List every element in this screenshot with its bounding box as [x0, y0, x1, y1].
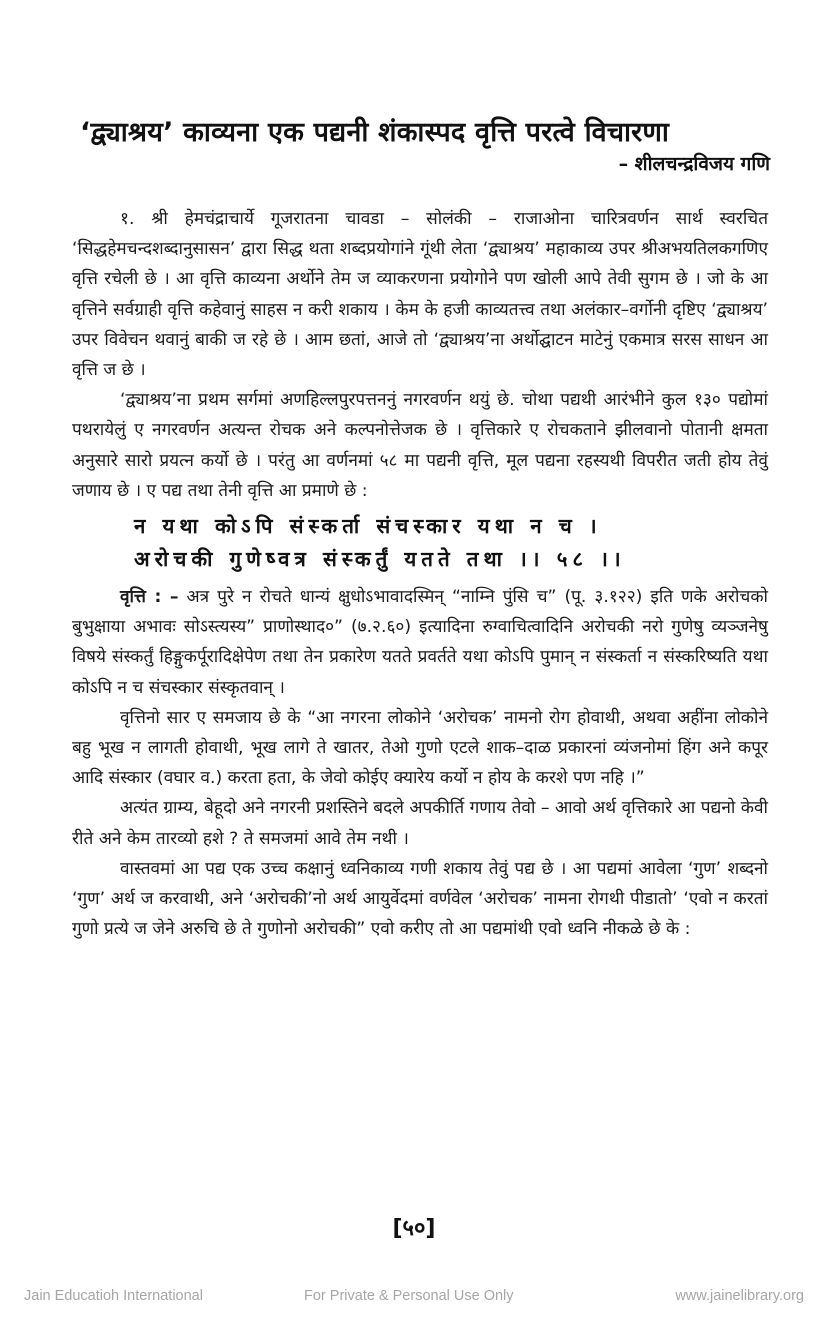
paragraph-dhvani: वास्तवमां आ पद्य एक उच्च कक्षानुं ध्वनिकाव्य गणी शकाय तेवुं पद्य छे । आ पद्यमां आवेला ‘गुण’ शब्दनो ‘गुण’ अर्थ ज करवाथी, अने ‘अरोचकी’नो अर्थ आयुर्वेदमां वर्णवेल ‘अरोचक’ नामना रोगथी पीडातो’ ‘एवो न करतां गुणो प्रत्ये ज जेने अरुचि छे ते गुणोनो अरोचकी” एवो करीए तो आ पद्यमांथी एवो ध्वनि नीकळे छे के :	[72, 858, 768, 940]
paragraph-critique: अत्यंत ग्राम्य, बेहूदो अने नगरनी प्रशस्तिने बदले अपकीर्ति गणाय तेवो – आवो अर्थ वृत्तिकारे आ पद्यनो केवी रीते अने केम तारव्यो हशे ? ते समजमां आवे तेम नथी ।	[72, 798, 768, 849]
article-body	[72, 204, 768, 944]
footer-usage-note: For Private & Personal Use Only	[304, 1288, 514, 1304]
footer-publisher: Jain Educatioh International	[24, 1288, 203, 1304]
paragraph-nagarvarnan: ‘द्व्याश्रय’ना प्रथम सर्गमां अणहिल्लपुरपत्तननुं नगरवर्णन थयुं छे. चोथा पद्यथी आरंभीने कुल १३० पद्योमां पथरायेलुं ए नगरवर्णन अत्यन्त रोचक अने कल्पनोत्तेजक छे । वृत्तिकारे ए रोचकताने झीलवानो पोतानी क्षमता अनुसारे सारो प्रयत्न कर्यो छे । परंतु आ वर्णनमां ५८ मा पद्यनी वृत्ति, मूल पद्यना रहस्यथी विपरीत जती होय तेवुं जणाय छे । ए पद्य तथा तेनी वृत्ति आ प्रमाणे छे :	[72, 390, 768, 501]
paragraph-vrutti	[72, 582, 768, 703]
article-title: ‘द्व्याश्रय’ काव्यना एक पद्यनी शंकास्पद वृत्ति परत्वे विचारणा	[80, 117, 670, 148]
verse-line-1: न यथा कोऽपि संस्कर्ता संचस्कार यथा न च ।	[134, 514, 602, 539]
verse-block	[72, 510, 768, 576]
vrutti-label: वृत्ति : –	[120, 587, 179, 608]
paragraph-intro: १. श्री हेमचंद्राचार्ये गूजरातना चावडा – सोलंकी – राजाओना चारित्रवर्णन सार्थ स्वरचित ‘सिद्धहेमचन्दशब्दानुसासन’ द्वारा सिद्ध थता शब्दप्रयोगांने गूंथी लेता ‘द्व्याश्रय’ महाकाव्य उपर श्रीअभयतिलकगणिए वृत्ति रचेली छे । आ वृत्ति काव्यना अर्थोने तेम ज व्याकरणना प्रयोगोने पण खोली आपे तेवी सुगम छे । जो के आ वृत्तिने सर्वग्राही वृत्ति कहेवानुं साहस न करी शकाय । केम के हजी काव्यतत्त्व तथा अलंकार–वर्गोनी दृष्टिए ‘द्व्याश्रय’ उपर विवेचन थवानुं बाकी ज रहे छे । आम छतां, आजे तो ‘द्व्याश्रय’ना अर्थोद्घाटन माटेनुं एकमात्र सरस साधन आ वृत्ति ज छे ।	[72, 209, 768, 381]
verse-line-2: अरोचकी गुणेष्वत्र संस्कर्तुं यतते तथा ।। ५८ ।।	[134, 547, 626, 572]
page-footer	[0, 1288, 828, 1312]
paragraph-vrutti-summary: वृत्तिनो सार ए समजाय छे के “आ नगरना लोकोने ‘अरोचक’ नामनो रोग होवाथी, अथवा अहींना लोकोने बहु भूख न लागती होवाथी, भूख लागे ते खातर, तेओ गुणो एटले शाक–दाळ प्रकारनां व्यंजनोमां हिंग अने कपूर आदि संस्कार (वघार व.) करता हता, के जेवो कोईए क्यारेय कर्यो न होय के करशे पण नहि ।”	[72, 707, 768, 789]
page-number: [५०]	[392, 1216, 436, 1241]
vrutti-text: अत्र पुरे न रोचते धान्यं क्षुधोऽभावादस्मिन् “नाम्नि पुंसि च” (पू. ३.१२२) इति णके अरोचको बुभुक्षाया अभावः सोऽस्त्यस्य” प्राणोस्थाद०” (७.२.६०) इत्यादिना रुग्वाचित्वादिनि अरोचकी नरो गुणेषु व्यञ्जनेषु विषये संस्कर्तुं हिङ्गुकर्पूरादिक्षेपेण तथा तेन प्रकारेण यतते प्रवर्तते यथा कोऽपि पुमान् न संस्कर्ता न संस्करिष्यति यथा कोऽपि न च संचस्कार संस्कृतवान् ।	[72, 587, 768, 698]
article-author: – शीलचन्द्रविजय गणि	[618, 153, 770, 175]
footer-website-link[interactable]: www.jainelibrary.org	[675, 1288, 804, 1304]
